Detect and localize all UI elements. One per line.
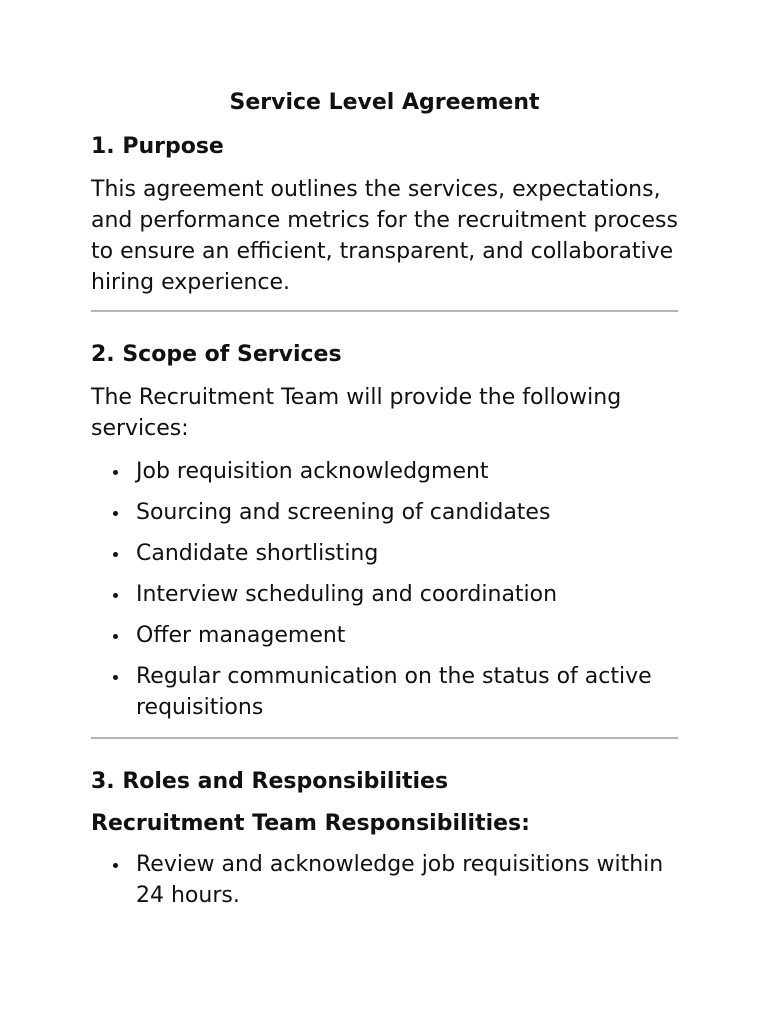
list-item: [91, 661, 678, 723]
bullet-icon: [113, 470, 118, 475]
bullet-icon: [113, 634, 118, 639]
list-item: [91, 620, 678, 651]
section-heading: 1. Purpose: [91, 134, 224, 159]
list-item: [91, 579, 678, 610]
bullet-icon: [113, 552, 118, 557]
section-roles-and-responsibilities: [91, 767, 678, 911]
bullet-icon: [113, 593, 118, 598]
list-item-text: Job requisition acknowledgment: [136, 459, 489, 484]
bullet-icon: [113, 511, 118, 516]
list-item: [91, 538, 678, 569]
list-item: [91, 497, 678, 528]
list-item: [91, 849, 678, 911]
services-list: [91, 456, 678, 723]
list-item-text: Interview scheduling and coordination: [136, 582, 558, 607]
list-item-text: Candidate shortlisting: [136, 541, 379, 566]
section-paragraph: This agreement outlines the services, expectations, and performance metrics for the recruitment process to ensure an efficient, transparent, and collaborative hiring experience.: [91, 177, 678, 295]
responsibilities-list: [91, 849, 678, 911]
list-item: [91, 456, 678, 487]
section-divider: [91, 310, 678, 312]
section-heading: 2. Scope of Services: [91, 342, 342, 367]
section-heading: 3. Roles and Responsibilities: [91, 769, 449, 794]
bullet-icon: [113, 863, 118, 868]
list-item-text: Sourcing and screening of candidates: [136, 500, 551, 525]
list-item-text: Regular communication on the status of active requisitions: [136, 664, 652, 720]
document-title: Service Level Agreement: [229, 90, 540, 115]
section-scope-of-services: [91, 340, 678, 723]
list-item-text: Offer management: [136, 623, 346, 648]
list-item-text: Review and acknowledge job requisitions within 24 hours.: [136, 852, 664, 908]
section-paragraph: The Recruitment Team will provide the following services:: [91, 385, 622, 441]
section-divider: [91, 737, 678, 739]
section-purpose: [91, 132, 678, 298]
section-subheading: Recruitment Team Responsibilities:: [91, 811, 530, 836]
bullet-icon: [113, 675, 118, 680]
